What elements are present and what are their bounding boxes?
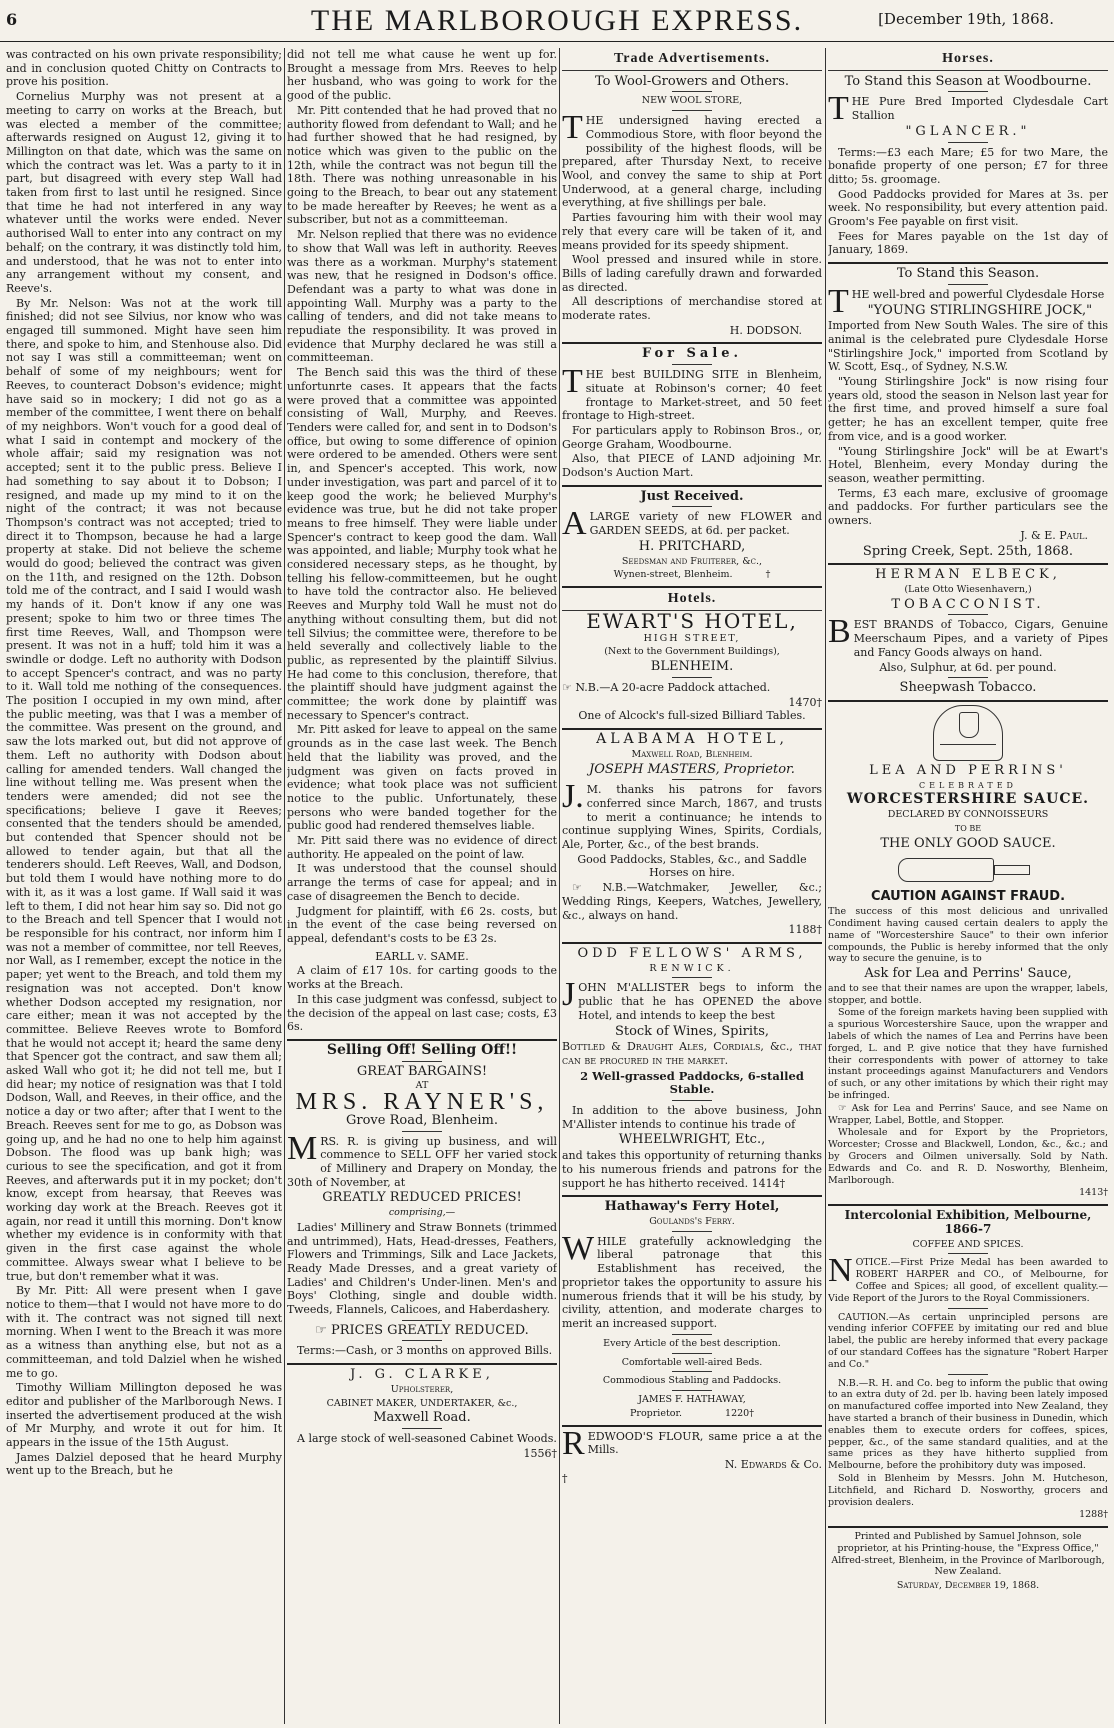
divider bbox=[562, 1195, 822, 1197]
ad-text: For particulars apply to Robinson Bros., or, George Graham, Woodbourne. bbox=[562, 423, 822, 451]
divider bbox=[828, 1204, 1108, 1206]
ad-name: ALABAMA HOTEL, bbox=[596, 731, 788, 747]
ad-signature: H. DODSON. bbox=[729, 323, 802, 337]
ad-just-received bbox=[562, 490, 822, 581]
coat-of-arms-icon bbox=[933, 705, 1003, 761]
ad-lea-and-perrins bbox=[828, 705, 1108, 1199]
ad-name: HERMAN ELBECK, bbox=[875, 567, 1061, 583]
ad-text: Good Paddocks, Stables, &c., and Saddle Horses on hire. bbox=[577, 852, 807, 880]
ad-heading: To Stand this Season at Woodbourne. bbox=[844, 73, 1092, 89]
ad-number: 1413† bbox=[1079, 1187, 1108, 1199]
ad-young-stirlingshire-jock bbox=[828, 267, 1108, 558]
ad-heading: To Stand this Season. bbox=[896, 266, 1040, 282]
divider bbox=[672, 977, 712, 978]
ad-name: LEA AND PERRINS' bbox=[869, 762, 1067, 778]
article-paragraph: was contracted on his own private responsibility; and in conclusion quoted Chitty on Contracts to prove his position. bbox=[6, 48, 282, 89]
divider bbox=[948, 614, 988, 615]
article-paragraph: Mr. Pitt contended that he had proved that no authority flowed from defendant to Wall; and he had further showed that he had resigned, by notice which was given to the public on the 12th, while the contract was not begun till the 18th. There was nothing unreasonable in his going to the Breach, to bear out any statement to be made hereafter by Reeves; he went as a subscriber, but not as a committeeman. bbox=[287, 103, 557, 227]
article-paragraph: Timothy William Millington deposed he was editor and publisher of the Marlborough News. I inserted the advertisement produced at the wish of Mr Murphy, and wrote it out for him. It appears in the issue of the 15th August. bbox=[6, 1381, 282, 1450]
ad-text: Seedsman and Fruiterer, &c., bbox=[621, 555, 763, 567]
ad-text: Upholsterer, bbox=[390, 1383, 454, 1395]
ad-text: REDWOOD'S FLOUR, same price a at the Mills. bbox=[562, 1424, 822, 1462]
divider bbox=[402, 1320, 442, 1321]
divider bbox=[828, 700, 1108, 702]
ad-heading: For Sale. bbox=[641, 346, 743, 362]
ad-text: Some of the foreign markets having been supplied with a spurious Worcestershire Sauce, upon the wrapper and labels of which the names of Lea and Perrins have been forged, L. and P. give notice that they have furnished their correspondents with power of attorney to take instant proceedings against Manufacturers and Vendors of such, or any other imitations by which their right may be infringed. bbox=[828, 1007, 1108, 1101]
divider bbox=[948, 1308, 988, 1309]
divider bbox=[672, 110, 712, 111]
article-paragraph: James Dalziel deposed that he heard Murphy went up to the Breach, but he bbox=[6, 1450, 282, 1478]
ad-rayner bbox=[287, 1041, 557, 1358]
ad-ewarts-hotel bbox=[562, 608, 822, 723]
divider bbox=[828, 262, 1108, 264]
ad-heading: WORCESTERSHIRE SAUCE. bbox=[846, 791, 1090, 808]
ad-text: Also, that PIECE of LAND adjoining Mr. Dodson's Auction Mart. bbox=[562, 452, 822, 480]
article-paragraph: did not tell me what cause he went up for. Brought a message from Mrs. Reeves to help her husband, who was going to work for the good of the public. bbox=[287, 48, 557, 103]
ad-subheading: 2 Well-grassed Paddocks, 6-stalled Stable. bbox=[580, 1068, 804, 1097]
ad-text: THE best BUILDING SITE in Blenheim, situate at Robinson's corner; 40 feet frontage to Market-street, and 50 feet frontage to High-street. bbox=[562, 363, 822, 423]
article-paragraph: It was understood that the counsel should arrange the terms of case for appeal; and in case of disagreemen the Bench to decide. bbox=[287, 862, 557, 903]
column-rule bbox=[825, 48, 826, 1724]
ad-text: THE undersigned having erected a Commodious Store, with floor beyond the possibility of the highest floods, will be prepared, after Thursday Next, to receive Wool, and convey the same to ship at Port Underwood, at a general charge, including everything, at five shillings per bale. bbox=[562, 109, 822, 210]
masthead bbox=[0, 0, 1114, 42]
ad-number: 1556† bbox=[523, 1446, 557, 1460]
divider bbox=[672, 1231, 712, 1232]
ad-number: 1188† bbox=[788, 923, 822, 937]
ad-number: 1220† bbox=[725, 1407, 754, 1419]
ad-address: Maxwell Road. bbox=[373, 1410, 471, 1426]
divider bbox=[672, 677, 712, 678]
ad-name: EWART'S HOTEL, bbox=[586, 608, 798, 633]
column-rule bbox=[559, 48, 560, 1724]
divider bbox=[562, 942, 822, 944]
divider bbox=[402, 1340, 442, 1341]
ad-text: Ladies' Millinery and Straw Bonnets (trimmed and untrimmed), Hats, Head-dresses, Feathers, Flowers and Trimmings, Silk and Lace Jackets, Ready Made Dresses, and a great variety of Ladies' and Children's Under-linen. Men's and Boys' Clothing, single and double width. Tweeds, Flannels, Calicoes, and Haberdashery. bbox=[287, 1220, 557, 1317]
ad-subheading: CAUTION AGAINST FRAUD. bbox=[870, 889, 1066, 905]
ad-text: A large stock of well-seasoned Cabinet Woods. bbox=[297, 1432, 557, 1446]
ad-text: (Next to the Government Buildings), bbox=[604, 646, 780, 658]
divider bbox=[672, 779, 712, 780]
ad-herman-elbeck bbox=[828, 568, 1108, 695]
ad-subheading: GREATLY REDUCED PRICES! bbox=[322, 1190, 522, 1206]
ad-name: J. G. CLARKE, bbox=[350, 1367, 494, 1383]
divider bbox=[948, 1253, 988, 1254]
divider bbox=[948, 677, 988, 678]
ad-text: ☞ N.B.—Watchmaker, Jeweller, &c.; Wedding Rings, Keepers, Watches, Jewellery, &c., always on hand. bbox=[562, 881, 822, 922]
article-paragraph: Judgment for plaintiff, with £6 2s. costs, but in the event of the case being reversed on appeal, defendant's costs to be £3 2s. bbox=[287, 904, 557, 945]
divider bbox=[562, 728, 822, 730]
ad-text: Fees for Mares payable on the 1st day of January, 1869. bbox=[828, 229, 1108, 257]
ad-text: CABINET MAKER, UNDERTAKER, &c., bbox=[326, 1397, 518, 1409]
ad-address: Maxwell Road, Blenheim. bbox=[631, 748, 753, 760]
ad-signature: J. & E. Paul. bbox=[1020, 528, 1088, 542]
ad-heading: Just Received. bbox=[640, 488, 744, 504]
ad-mark: † bbox=[765, 569, 771, 581]
divider bbox=[948, 142, 988, 143]
ad-text: AT bbox=[415, 1080, 429, 1092]
divider bbox=[562, 70, 822, 71]
divider bbox=[562, 1425, 822, 1427]
ad-text: J.M. thanks his patrons for favors conferred since March, 1867, and trusts to merit a continuance; he intends to continue supplying Wines, Spirits, Cordials, Ale, Porter, &c., of the best brands. bbox=[562, 778, 822, 852]
ad-clarke bbox=[287, 1368, 557, 1460]
article-paragraph: Mr. Pitt said there was no evidence of direct authority. He appealed on the point of law. bbox=[287, 834, 557, 861]
divider bbox=[828, 1526, 1108, 1528]
ad-text: Good Paddocks provided for Mares at 3s. per week. No responsibility, but every attention paid. Groom's Fee payable on first visit. bbox=[828, 187, 1108, 229]
ad-text: MRS. R. is giving up business, and will commence to SELL OFF her varied stock of Millinery and Drapery on Monday, the 30th of November, at bbox=[287, 1129, 557, 1189]
ad-role: Proprietor. bbox=[630, 1407, 683, 1419]
divider bbox=[402, 1131, 442, 1132]
ad-text: ALARGE variety of new FLOWER and GARDEN SEEDS, at 6d. per packet. bbox=[562, 505, 822, 543]
ad-text: Parties favouring him with their wool may rely that every care will be taken of it, and means provided for its speedy shipment. bbox=[562, 211, 822, 252]
ad-text: BEST BRANDS of Tobacco, Cigars, Genuine Meerschaum Pipes, and a variety of Pipes and Fancy Goods always on hand. bbox=[828, 613, 1108, 659]
ad-text: Wool pressed and insured while in store. Bills of lading carefully drawn and forwarded as directed. bbox=[562, 253, 822, 294]
divider bbox=[287, 1039, 557, 1041]
ad-address: BLENHEIM. bbox=[650, 659, 734, 675]
ad-subheading: Stock of Wines, Spirits, bbox=[614, 1023, 770, 1039]
divider bbox=[828, 563, 1108, 565]
ad-text: (Late Otto Wiesenhavern,) bbox=[904, 583, 1032, 595]
divider bbox=[562, 342, 822, 344]
printer-imprint bbox=[828, 1531, 1108, 1592]
column-2-court-report bbox=[287, 48, 557, 1724]
ad-subheading: GREAT BARGAINS! bbox=[356, 1063, 488, 1079]
ad-address: Goulands's Ferry. bbox=[649, 1215, 735, 1227]
ad-text: THE well-bred and powerful Clydesdale Horse bbox=[828, 282, 1105, 320]
ad-text: Sold in Blenheim by Messrs. John M. Hutcheson, Litchfield, and Richard D. Nosworthy, grocers and provision dealers. bbox=[828, 1472, 1108, 1508]
ad-text: Terms, £3 each mare, exclusive of groomage and paddocks. For further particulars see the owners. bbox=[828, 486, 1108, 528]
ad-date: Spring Creek, Sept. 25th, 1868. bbox=[862, 543, 1074, 559]
ad-address: Grove Road, Blenheim. bbox=[345, 1112, 498, 1128]
ad-subheading: COFFEE AND SPICES. bbox=[912, 1238, 1024, 1250]
section-heading: Trade Advertisements. bbox=[613, 51, 771, 66]
column-rule bbox=[284, 48, 285, 1724]
ad-number: 1288† bbox=[1079, 1509, 1108, 1521]
ad-text: N.B.—R. H. and Co. beg to inform the public that owing to an extra duty of 2d. per lb. having been lately imposed on manufactured coffee imported into New Zealand, they have started a branch of their business in Dunedin, which enables them to execute orders for coffees, spices, pepper, &c., of the same standard qualities, and at the same prices as they have hitherto supplied from Melbourne, before the prohibitory duty was imposed. bbox=[828, 1377, 1108, 1472]
ad-text: NOTICE.—First Prize Medal has been awarded to ROBERT HARPER and CO., of Melbourne, for Coffee and Spices; all good, of excellent quality.—Vide Report of the Jurors to the Royal Commissioners. bbox=[828, 1252, 1108, 1304]
ad-text: Wholesale and for Export by the Proprietors, Worcester; Crosse and Blackwell, London, &c., &c.; and by Grocers and Oilmen universally. Sold by Nath. Edwards and Co. and R. D. Nosworthy, Blenheim, Marlborough. bbox=[828, 1127, 1108, 1186]
ad-address bbox=[562, 569, 822, 581]
divider bbox=[287, 1363, 557, 1365]
sauce-bottle-icon bbox=[898, 854, 1038, 886]
ad-text: One of Alcock's full-sized Billiard Tables. bbox=[578, 709, 806, 723]
ad-odd-fellows-arms bbox=[562, 947, 822, 1190]
ad-subheading: NEW WOOL STORE, bbox=[641, 95, 743, 107]
ad-subheading: Ask for Lea and Perrins' Sauce, bbox=[864, 966, 1072, 982]
ad-heading: Intercolonial Exhibition, Melbourne, 1866-7 bbox=[844, 1208, 1092, 1236]
ad-line: Comfortable well-aired Beds. bbox=[621, 1356, 763, 1368]
ad-text: comprising,— bbox=[388, 1207, 456, 1219]
divider bbox=[672, 1390, 712, 1391]
divider bbox=[402, 1428, 442, 1429]
ad-address-text: Wynen-street, Blenheim. bbox=[613, 569, 733, 581]
divider bbox=[672, 1371, 712, 1372]
ad-line: Commodious Stabling and Paddocks. bbox=[602, 1375, 782, 1387]
ad-alabama-hotel bbox=[562, 733, 822, 937]
ad-name: "GLANCER." bbox=[905, 123, 1031, 139]
ad-text: Terms:—£3 each Mare; £5 for two Mare, the bonafide property of one person; £7 for three ditto; 5s. groomage. bbox=[828, 145, 1108, 186]
ad-proprietor: JOSEPH MASTERS, Proprietor. bbox=[589, 761, 795, 777]
section-heading: Hotels. bbox=[667, 591, 717, 607]
ad-subheading: WHEELWRIGHT, Etc., bbox=[618, 1132, 766, 1148]
ad-text: In addition to the above business, John M'Allister intends to continue his trade of bbox=[562, 1104, 822, 1131]
ad-text: "Young Stirlingshire Jock" is now rising four years old, stood the season in Nelson last year for the first time, and proved himself a sure foal getter; he has an excellent temper, quite free from vice, and is a good worker. bbox=[828, 375, 1108, 443]
article-paragraph: By Mr. Nelson: Was not at the work till finished; did not see Silvius, nor know who was engaged till summoned. Might have seen him there, and spoke to him, and Stenhouse also. Did not say I was still a committeeman; went on behalf of some of my neighbours; went for Reeves, to counteract Dobson's evidence; might have said so in mockery; I did not go as a member of the committee, I went there on behalf of my neighbors. Won't vouch for a good deal of what I said in contempt and mockery of the whole affair; said my resignation was not accepted; sent it to the public press. Believe I had something to say about it to Dobson; I resigned, and made up my mind to it on the night of the contract; it was not because Thompson's contract was not accepted; tried to direct it to Thompson, because he had a large property at stake. Did not believe the scheme would do good; believed the contract was given on the 11th, and resigned on the 12th. Dobson told me of the contract, and I said I would wash my hands of it. Don't know if any one was present; spoke to him two or three times The first time Reeves, Wall, and Thompson were present. It was not in a huff; told him it was a swindle or dodge. Left no authority with Dodson to accept Spencer's contract, and was no party to it. Wall told me nothing of the consequences. The position I occupied in my own mind, after the public meeting, was that I was a member of the committee. Was present on the ground, and saw the lots marked out, but did not approve of them. Left no authority with Dodson about calling for amended tenders. Wall changed the line without telling me. Was present when the tenders were amended; did not see the specifications; believe I gave it Reeves; consented that the tenders should be amended, but contended that Spencer should not be allowed to tender again, but that all the tenderers should. Left Reeves, Wall, and Dodson, but told them I would have nothing more to do with it, as it was a lost game. If Wall said it was left to them, I did not hear him say so. Did not go to the Breach and tell Spencer that I would not be responsible for his contract, nor inform him I was not a member of committee, nor tell Reeves, nor Wall, as I remember, except the notice in the paper; yet went to the Breach, and told them my resignation was not accepted. Don't know whether Dodson accepted my resignation, nor care either; mean it was not accepted by the committee. Believe Reeves wrote to Bomford that he would not accept it; heard the same deny that Spencer got the contract, and saw them all; asked Wall who got it; he did not tell me, but I did hear; my notice of resignation was that I told Dodson, Wall, and Reeves, in their office, and the notice a day or two after; after that I went to the Breach. Reeves sent for me to go, as Dobson was going up, and he had no one to help him against Dobson. The flood was up bank high; was curious to see the specification, and got it from Reeves, and afterwards put it in my pocket; don't know, except from hearsay, that Reeves was working day work at the Breach. Reeves got it again, nor read it untill this morning. Don't know whether my evidence is in conformity with that given in the first case against the whole committee. Always swear what I believe to be true, but don't remember what it was. bbox=[6, 296, 282, 1283]
article-paragraph: By Mr. Pitt: All were present when I gave notice to them—that I would not have more to do with it. The contract was not signed till next morning. When I went to the Breach it was more as a witness than anything else, but not as a committeeman, and told Dalziel when he wished me to go. bbox=[6, 1284, 282, 1380]
ad-text: and to see that their names are upon the wrapper, labels, stopper, and bottle. bbox=[828, 982, 1108, 1006]
ad-text: Also, Sulphur, at 6d. per pound. bbox=[879, 660, 1057, 674]
ad-heading: To Wool-Growers and Others. bbox=[594, 73, 790, 89]
divider bbox=[828, 70, 1108, 71]
divider bbox=[562, 485, 822, 487]
ad-heading: Selling Off! Selling Off!! bbox=[326, 1041, 518, 1058]
ad-hathaways-ferry-hotel bbox=[562, 1200, 822, 1419]
ad-number: 1470† bbox=[788, 695, 822, 709]
ad-signature: JAMES F. HATHAWAY, bbox=[638, 1394, 746, 1406]
ad-line: Every Article of the best description. bbox=[603, 1337, 781, 1349]
ad-wool-store bbox=[562, 75, 822, 338]
ad-name: Hathaway's Ferry Hotel, bbox=[604, 1199, 780, 1215]
ad-text: TO BE bbox=[954, 823, 982, 833]
ad-text: WHILE gratefully acknowledging the liberal patronage that this Establishment has received, the proprietor takes the opportunity to assure his numerous friends that it will be his study, by civility, attention, and moderate charges to merit an increased support. bbox=[562, 1229, 822, 1330]
ad-subheading: TOBACCONIST. bbox=[891, 596, 1045, 612]
ad-subheading: Sheepwash Tobacco. bbox=[899, 680, 1037, 696]
ad-subheading: ☞ PRICES GREATLY REDUCED. bbox=[315, 1322, 529, 1338]
article-paragraph: Mr. Pitt asked for leave to appeal on the same grounds as in the case last week. The Bench held that the liability was proved, and the judgment was given on facts proved in evidence; what took place was not sufficient notice to the public. Unfortunately, these persons who were banded together for the public good had rendered themselves liable. bbox=[287, 723, 557, 833]
ad-text-run: and takes this opportunity of returning thanks to his numerous friends and patrons for the support he has hitherto received. bbox=[562, 1149, 822, 1190]
ad-for-sale bbox=[562, 347, 822, 479]
column-1-court-report bbox=[6, 48, 282, 1724]
divider bbox=[672, 364, 712, 365]
ad-signature: N. Edwards & Co. bbox=[724, 1458, 822, 1472]
ad-name: ODD FELLOWS' ARMS, bbox=[577, 945, 807, 961]
case-heading: EARLL v. SAME. bbox=[375, 949, 469, 963]
divider bbox=[948, 1374, 988, 1375]
imprint-text: Printed and Published by Samuel Johnson, sole proprietor, at his Printing-house, the "Express Office," Alfred-street, Blenheim, in the Province of Marlborough, New Zealand. bbox=[831, 1531, 1105, 1578]
ad-text: Bottled & Draught Ales, Cordials, &c., that can be procured in the market. bbox=[562, 1040, 822, 1067]
divider bbox=[672, 506, 712, 507]
ad-text: DECLARED BY CONNOISSEURS bbox=[887, 809, 1049, 821]
ad-text: THE Pure Bred Imported Clydesdale Cart Stallion bbox=[828, 90, 1108, 128]
article-paragraph: Mr. Nelson replied that there was no evidence to show that Wall was left in authority. Reeves was there as a workman. Murphy's statement was new, that he resigned in Dodson's office. Defendant was a party to what was done in appointing Wall. Murphy was a party to the calling of tenders, and did not take means to repudiate the responsibility. It was proved in evidence that Murphy declared he was still a committeeman. bbox=[287, 228, 557, 365]
ad-text bbox=[562, 1149, 822, 1190]
section-heading: Horses. bbox=[942, 51, 994, 66]
article-paragraph: Cornelius Murphy was not present at a meeting to carry on works at the Breach, but was elected a member of the committee; afterwards resigned on August 12, giving it to Millington on that date, which was the same on which the contract was let. Was a party to it in part, but disagreed with every step Wall had taken from first to last until he resigned. Since that time he had not interfered in any way whatever until the works were ended. Never authorised Wall to enter into any contract on my behalf; on the contrary, it was distinctly told him, and understood, that he was not to enter into any arrangement without my consent, and Reeve's. bbox=[6, 90, 282, 295]
ad-name: MRS. RAYNER'S, bbox=[295, 1089, 549, 1116]
column-3-trade-advertisements bbox=[562, 48, 822, 1724]
ad-text: "Young Stirlingshire Jock" will be at Ewart's Hotel, Blenheim, every Monday during the season, weather permitting. bbox=[828, 444, 1108, 485]
ad-redwoods-flour bbox=[562, 1424, 822, 1486]
ad-text: ☞ N.B.—A 20-acre Paddock attached. bbox=[562, 680, 771, 694]
ad-number: 1414† bbox=[751, 1176, 786, 1190]
ad-text: Terms:—Cash, or 3 months on approved Bills. bbox=[297, 1344, 553, 1358]
column-4-advertisements bbox=[828, 48, 1108, 1724]
ad-mark: † bbox=[562, 1471, 568, 1485]
divider bbox=[948, 284, 988, 285]
divider bbox=[672, 1100, 712, 1101]
ad-harper-coffee bbox=[828, 1209, 1108, 1521]
ad-name: H. PRITCHARD, bbox=[638, 538, 746, 554]
ad-text bbox=[562, 1408, 822, 1420]
divider bbox=[672, 1353, 712, 1354]
ad-address: HIGH STREET, bbox=[643, 632, 741, 644]
ad-text: Imported from New South Wales. The sire of this animal is the celebrated pure Clydesdale Horse "Stirlingshire Jock," imported from Scotland by W. Scott, Esq., of Sydney, N.S.W. bbox=[828, 319, 1108, 374]
imprint-date: Saturday, December 19, 1868. bbox=[896, 1580, 1040, 1592]
divider bbox=[562, 586, 822, 588]
divider bbox=[672, 1334, 712, 1335]
ad-address: RENWICK. bbox=[649, 962, 735, 974]
ad-text: All descriptions of merchandise stored at moderate rates. bbox=[562, 295, 822, 323]
ad-text: CELEBRATED bbox=[919, 780, 1017, 790]
ad-glancer bbox=[828, 75, 1108, 257]
newspaper-title: THE MARLBOROUGH EXPRESS. bbox=[310, 4, 804, 37]
divider bbox=[948, 91, 988, 92]
issue-date: [December 19th, 1868. bbox=[878, 10, 1054, 28]
page-number: 6 bbox=[6, 10, 18, 29]
ad-name: "YOUNG STIRLINGSHIRE JOCK," bbox=[867, 302, 1093, 318]
ad-text: The success of this most delicious and unrivalled Condiment having caused certain dealers to apply the name of "Worcestershire Sauce" to their own inferior compounds, the Public is hereby informed that the only way to secure the genuine, is to bbox=[828, 906, 1108, 965]
article-paragraph: The Bench said this was the third of these unfortunrte cases. It appears that the facts were proved that a committee was appointed consisting of Wall, Murphy, and Reeves. Tenders were called for, and sent in to Dodson's office, but owing to some difference of opinion were ordered to be amended. Others were sent in, and Spencer's accepted. This work, now under investigation, was part and parcel of it to keep good the work; he believed Murphy's evidence was true, but he did not take proper means to free himself. They were liable under Spencer's contract to keep good the dam. Wall was appointed, and liable; Murphy took what he considered necessary steps, as he thought, by telling his fellow-committeemen, but he ought to have told the contractor also. He believed Reeves and Murphy told Wall he must not do anything without consulting them, but did not tell Silvius; the committee were, therefore to be held severally and collectively liable to the public, as represented by the plaintiff Silvius. He had come to this conclusion, therefore, that the plaintiff should have judgment against the committee; the work done by plaintiff was necessary to Spencer's contract. bbox=[287, 366, 557, 722]
ad-text: JOHN M'ALLISTER begs to inform the public that he has OPENED the above Hotel, and intends to keep the best bbox=[562, 976, 822, 1022]
article-paragraph: In this case judgment was confessd, subject to the decision of the appeal on last case; costs, £3 6s. bbox=[287, 992, 557, 1034]
ad-text: ☞ Ask for Lea and Perrins' Sauce, and see Name on Wrapper, Label, Bottle, and Stopper. bbox=[828, 1102, 1108, 1126]
ad-subheading: THE ONLY GOOD SAUCE. bbox=[880, 835, 1056, 851]
ad-text: CAUTION.—As certain unprincipled persons are vending inferior COFFEE by imitating our red and blue label, the public are hereby informed that every package of our standard Coffees has the signature "Robert Harper and Co." bbox=[828, 1311, 1108, 1370]
divider bbox=[672, 91, 712, 92]
article-paragraph: A claim of £17 10s. for carting goods to the works at the Breach. bbox=[287, 964, 557, 992]
divider bbox=[402, 1061, 442, 1062]
